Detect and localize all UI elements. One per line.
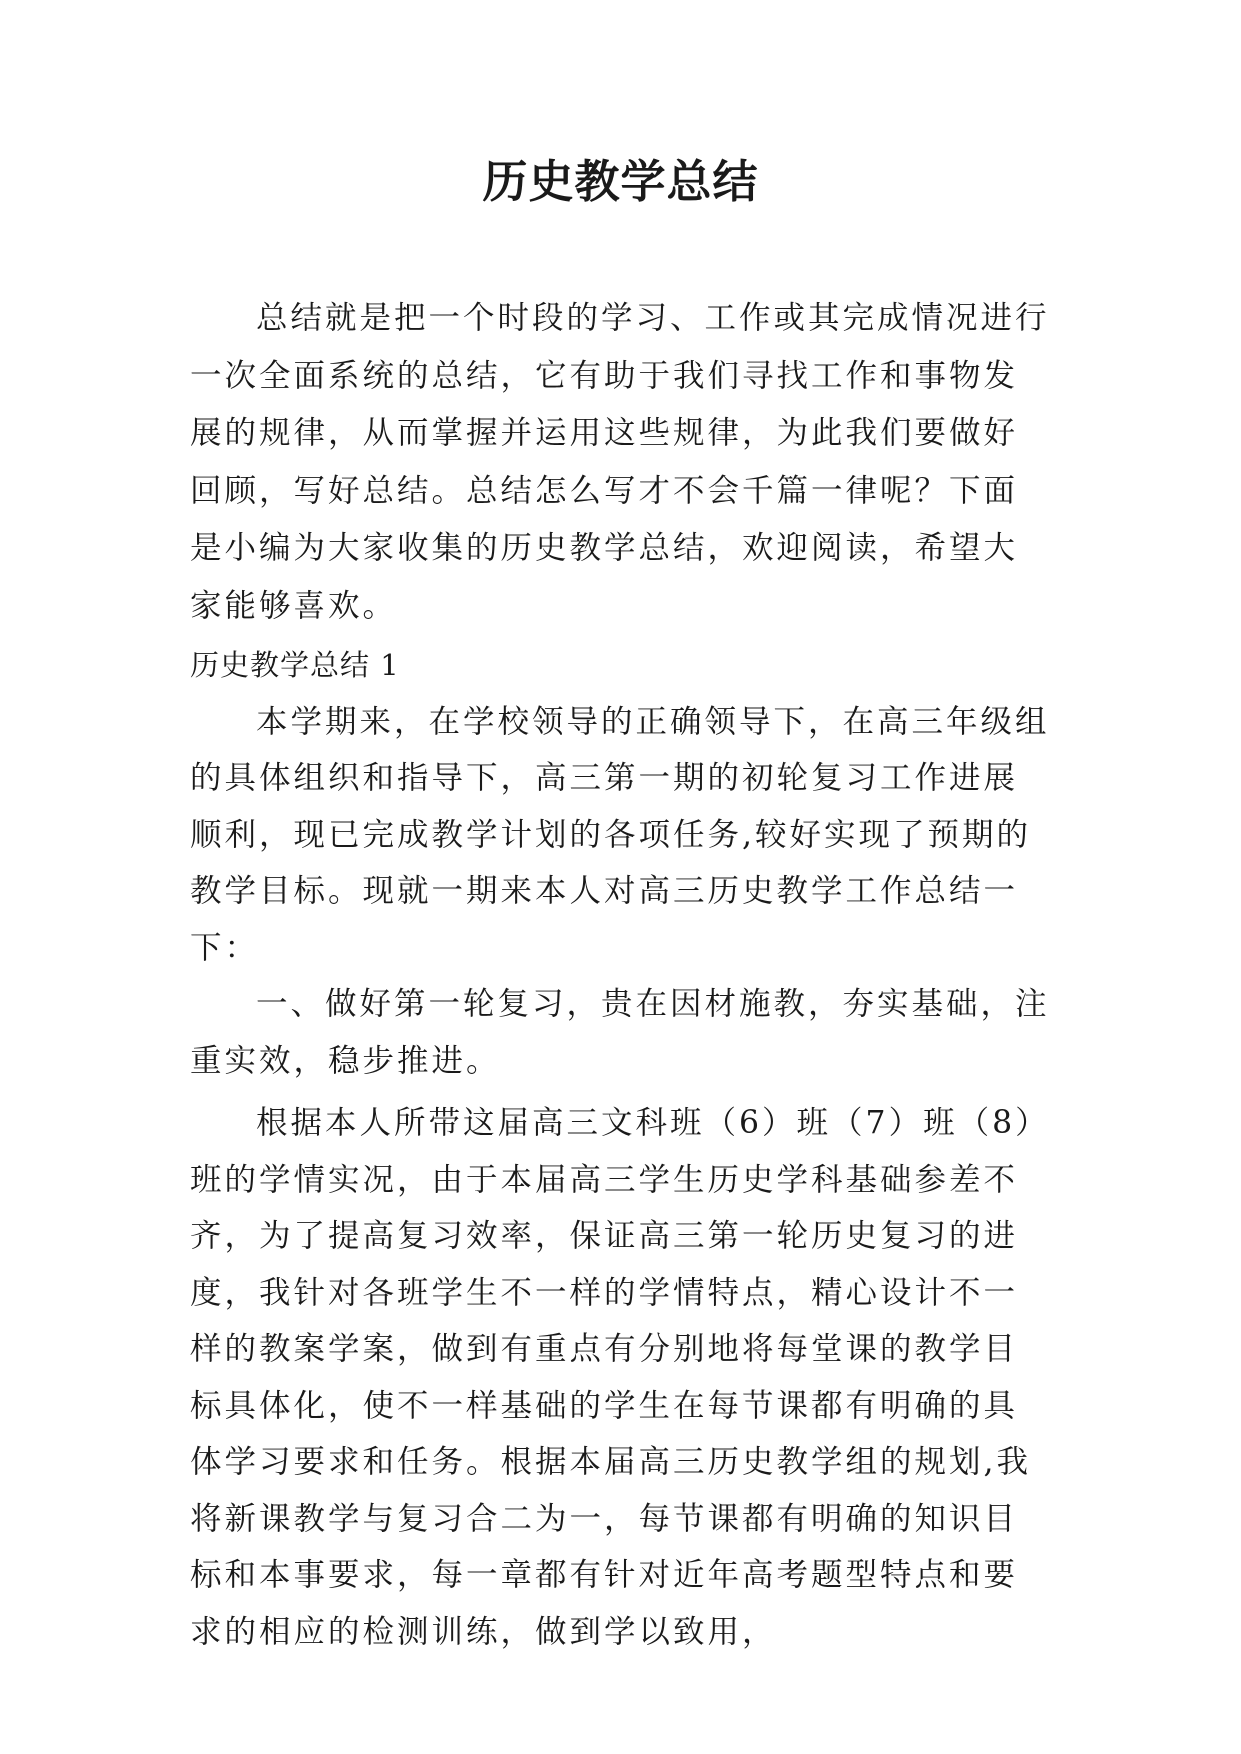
section-body [190,637,1050,1660]
paragraph-opening: 本学期来，在学校领导的正确领导下，在高三年级组的具体组织和指导下，高三第一期的初轮复习工作进展顺利，现已完成教学计划的各项任务,较好实现了预期的教学目标。现就一期来本人对高三历史教学工作总结一下： [190,703,1050,966]
intro-paragraph: 总结就是把一个时段的学习、工作或其完成情况进行一次全面系统的总结，它有助于我们寻找工作和事物发展的规律，从而掌握并运用这些规律，为此我们要做好回顾，写好总结。总结怎么写才不会千篇一律呢？下面是小编为大家收集的历史教学总结，欢迎阅读，希望大家能够喜欢。 [190,300,1050,624]
page-title: 历史教学总结 [482,155,759,208]
paragraph-review-plan: 根据本人所带这届高三文科班（6）班（7）班（8）班的学情实况，由于本届高三学生历史学科基础参差不齐，为了提高复习效率，保证高三第一轮历史复习的进度，我针对各班学生不一样的学情特点，精心设计不一样的教案学案，做到有重点有分别地将每堂课的教学目标具体化，使不一样基础的学生在每节课都有明确的具体学习要求和任务。根据本届高三历史教学组的规划,我将新课教学与复习合二为一，每节课都有明确的知识目标和本事要求，每一章都有针对近年高考题型特点和要求的相应的检测训练，做到学以致用， [190,1105,1050,1650]
paragraph-point-one: 一、做好第一轮复习，贵在因材施教，夯实基础，注重实效，稳步推进。 [190,986,1050,1079]
section-heading: 历史教学总结 1 [190,648,400,682]
